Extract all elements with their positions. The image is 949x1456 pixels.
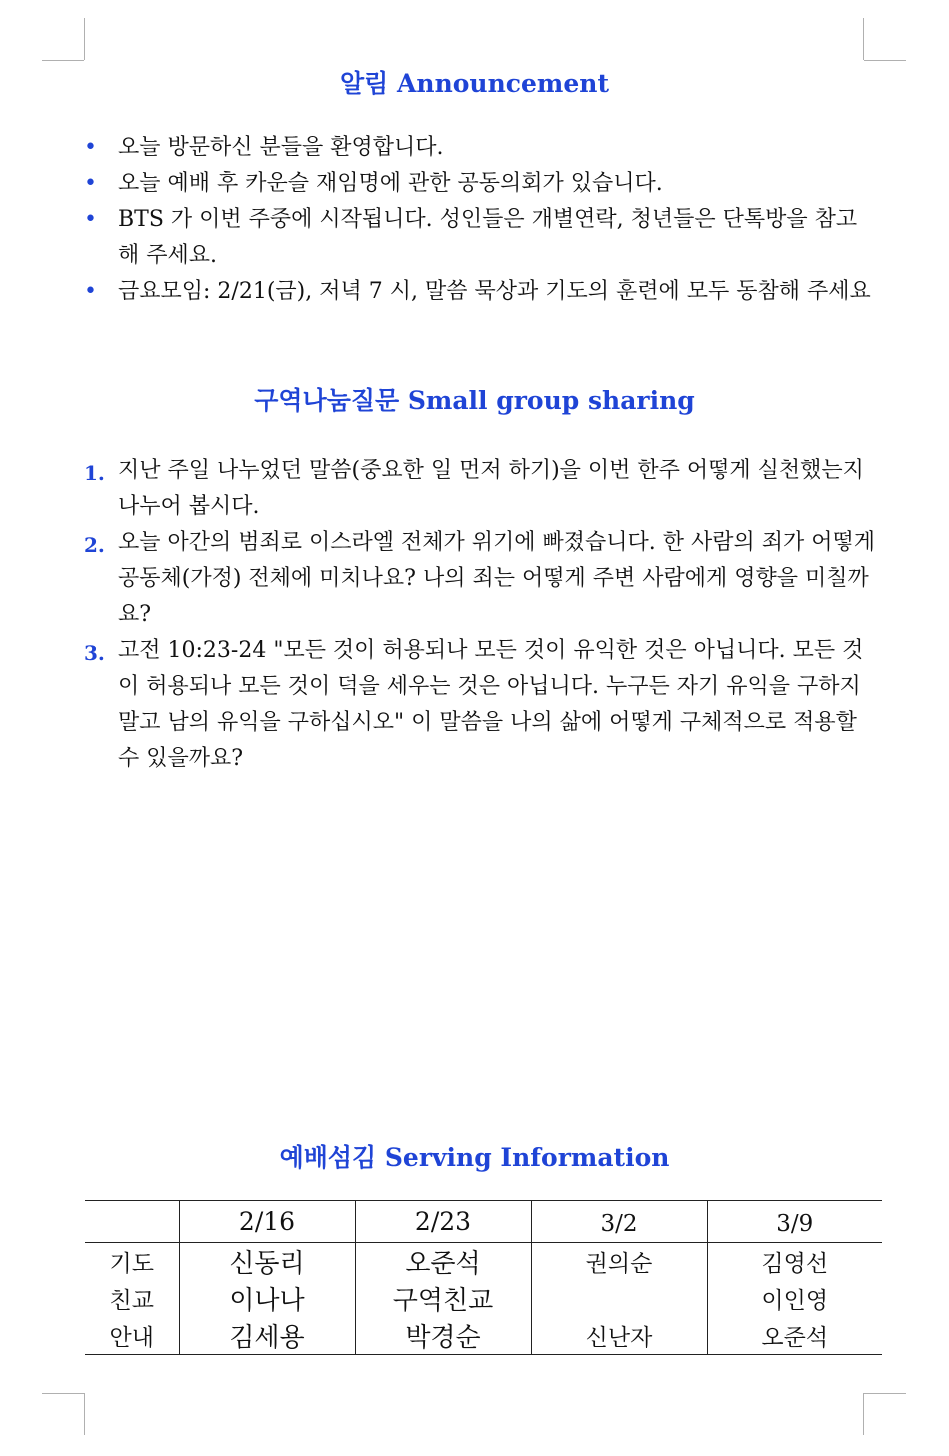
crop-mark-bottom-right-h xyxy=(864,1393,906,1394)
question-item xyxy=(84,525,878,633)
table-cell: 김영선 xyxy=(707,1243,882,1281)
question-number: 1. xyxy=(84,461,105,485)
role-cell: 안내 xyxy=(109,1325,154,1351)
table-cell: 오준석 xyxy=(355,1243,531,1281)
announcement-title: 알림 Announcement xyxy=(340,69,609,98)
announcement-item xyxy=(84,274,878,310)
announcement-item xyxy=(84,130,878,166)
bullet-icon: • xyxy=(84,171,97,196)
question-item xyxy=(84,453,878,525)
question-number: 2. xyxy=(84,533,105,557)
serving-header-row xyxy=(85,1201,882,1243)
table-cell: 신동리 xyxy=(179,1243,355,1281)
table-cell xyxy=(531,1280,707,1317)
header-cell-date: 3/2 xyxy=(531,1201,707,1243)
table-cell: 이인영 xyxy=(707,1280,882,1317)
serving-title: 예배섬김 Serving Information xyxy=(279,1143,670,1172)
table-cell: 오준석 xyxy=(707,1317,882,1355)
question-item xyxy=(84,633,878,777)
header-cell-role xyxy=(85,1201,179,1243)
table-cell: 권의순 xyxy=(531,1243,707,1281)
serving-table xyxy=(85,1200,882,1355)
announcement-text: 오늘 예배 후 카운슬 재임명에 관한 공동의회가 있습니다. xyxy=(118,171,663,196)
announcement-text: BTS 가 이번 주중에 시작됩니다. 성인들은 개별연락, 청년들은 단톡방을 참고해 주세요. xyxy=(118,207,858,268)
bullet-icon: • xyxy=(84,207,97,232)
header-cell-date: 2/23 xyxy=(355,1201,531,1243)
table-cell: 구역친교 xyxy=(355,1280,531,1317)
bullet-icon: • xyxy=(84,279,97,304)
question-text: 오늘 아간의 범죄로 이스라엘 전체가 위기에 빠졌습니다. 한 사람의 죄가 어떻게 공동체(가정) 전체에 미치나요? 나의 죄는 어떻게 주변 사람에게 영향을 미칠까요? xyxy=(118,530,875,627)
table-cell: 김세용 xyxy=(179,1317,355,1355)
table-cell: 박경순 xyxy=(355,1317,531,1355)
bullet-icon: • xyxy=(84,135,97,160)
question-text: 고전 10:23-24 "모든 것이 허용되나 모든 것이 유익한 것은 아닙니다. 모든 것이 허용되나 모든 것이 덕을 세우는 것은 아닙니다. 누구든 자기 유익을 구하지 말고 남의 유익을 구하십시오" 이 말씀을 나의 삶에 어떻게 구체적으로 적용할 수 있을까요? xyxy=(118,638,864,771)
announcement-item xyxy=(84,166,878,202)
question-text: 지난 주일 나누었던 말씀(중요한 일 먼저 하기)을 이번 한주 어떻게 실천했는지 나누어 봅시다. xyxy=(118,458,864,519)
question-list xyxy=(84,453,878,777)
role-cell: 친교 xyxy=(109,1288,154,1314)
crop-mark-top-left-h xyxy=(42,60,84,61)
crop-mark-bottom-right-v xyxy=(863,1393,864,1435)
announcement-text: 금요모임: 2/21(금), 저녁 7 시, 말씀 묵상과 기도의 훈련에 모두 동참해 주세요 xyxy=(118,279,871,304)
question-number: 3. xyxy=(84,641,105,665)
small-group-title: 구역나눔질문 Small group sharing xyxy=(254,386,695,415)
table-row xyxy=(85,1280,882,1317)
table-cell: 신난자 xyxy=(531,1317,707,1355)
crop-mark-top-left-v xyxy=(84,18,85,60)
announcement-text: 오늘 방문하신 분들을 환영합니다. xyxy=(118,135,444,160)
table-cell: 이나나 xyxy=(179,1280,355,1317)
crop-mark-bottom-left-h xyxy=(42,1393,84,1394)
role-cell: 기도 xyxy=(109,1251,154,1277)
crop-mark-top-right-v xyxy=(863,18,864,60)
announcement-item xyxy=(84,202,878,274)
crop-mark-top-right-h xyxy=(864,60,906,61)
table-row xyxy=(85,1243,882,1281)
announcement-list xyxy=(84,130,878,310)
table-row xyxy=(85,1317,882,1355)
header-cell-date: 3/9 xyxy=(707,1201,882,1243)
crop-mark-bottom-left-v xyxy=(84,1393,85,1435)
header-cell-date: 2/16 xyxy=(179,1201,355,1243)
